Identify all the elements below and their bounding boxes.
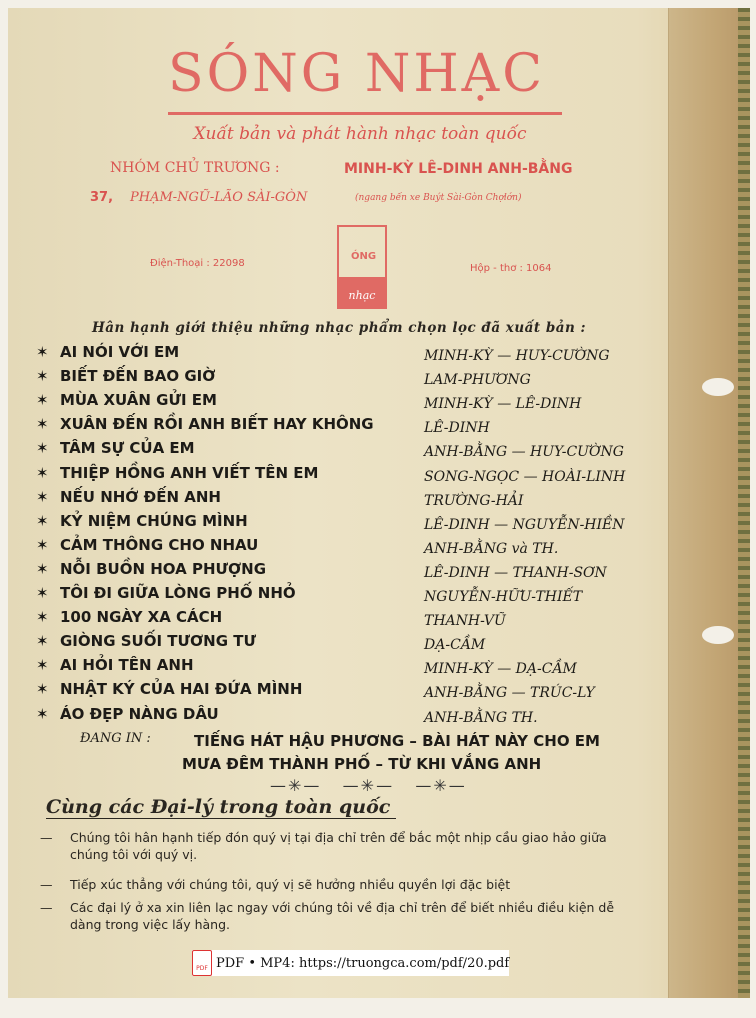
song-title: ✶ NẾU NHỚ ĐẾN ANH <box>36 487 221 506</box>
song-title: ✶ NỖI BUỒN HOA PHƯỢNG <box>36 559 267 578</box>
star-bullet-icon: ✶ <box>36 704 49 723</box>
song-composer: ANH-BẰNG — TRÚC-LY <box>424 685 595 702</box>
song-title: ✶ MÙA XUÂN GỬI EM <box>36 391 217 410</box>
source-footer[interactable] <box>192 950 509 976</box>
group-label: NHÓM CHỦ TRƯƠNG : <box>110 160 280 176</box>
pdf-file-icon: PDF <box>192 950 212 976</box>
printing-label: ĐANG IN : <box>80 731 151 746</box>
star-bullet-icon: ✶ <box>36 367 49 386</box>
song-title: ✶ XUÂN ĐẾN RỒI ANH BIẾT HAY KHÔNG <box>36 415 374 434</box>
worn-edge <box>668 8 748 998</box>
song-composer: TRƯỜNG-HẢI <box>424 492 524 509</box>
song-title: ✶ TÔI ĐI GIỮA LÒNG PHỐ NHỎ <box>36 584 296 602</box>
song-composer: SONG-NGỌC — HOÀI-LINH <box>424 468 626 485</box>
song-composer: LÊ-DINH <box>424 420 490 437</box>
agents-item: — Các đại lý ở xa xin liên lạc ngay với chúng tôi về địa chỉ trên để biết nhiều điều kiện dễ dàng trong việc lấy hàng. <box>40 900 615 932</box>
address-note: (ngang bến xe Buýt Sài-Gòn Chợlớn) <box>355 193 522 203</box>
star-bullet-icon: ✶ <box>36 415 49 434</box>
star-bullet-icon: ✶ <box>36 439 49 458</box>
song-title: ✶ KỶ NIỆM CHÚNG MÌNH <box>36 511 248 530</box>
agents-item: — Chúng tôi hân hạnh tiếp đón quý vị tại địa chỉ trên để bắc một nhịp cầu giao hảo giữa chúng tôi với quý vị. <box>40 830 607 862</box>
song-composer: ANH-BẰNG — HUY-CƯỜNG <box>424 444 624 461</box>
star-bullet-icon: ✶ <box>36 584 49 602</box>
star-bullet-icon: ✶ <box>36 680 49 699</box>
song-title: ✶ GIÒNG SUỐI TƯƠNG TƯ <box>36 632 256 651</box>
song-title: ✶ TÂM SỰ CỦA EM <box>36 439 195 458</box>
printing-line-2: MƯA ĐÊM THÀNH PHỐ – TỪ KHI VẮNG ANH <box>182 755 542 773</box>
intro-text: Hân hạnh giới thiệu những nhạc phẩm chọn lọc đã xuất bản : <box>92 320 587 336</box>
tagline: Xuất bản và phát hành nhạc toàn quốc <box>193 124 527 144</box>
song-composer: LAM-PHƯƠNG <box>424 372 531 389</box>
song-composer: ANH-BẰNG TH. <box>424 709 538 726</box>
source-link[interactable]: PDF • MP4: https://truongca.com/pdf/20.pdf <box>216 955 510 971</box>
song-composer: DẠ-CẦM <box>424 637 486 654</box>
song-composer: MINH-KỲ — DẠ-CẦM <box>424 661 577 678</box>
song-title: ✶ CẢM THÔNG CHO NHAU <box>36 535 259 554</box>
star-bullet-icon: ✶ <box>36 391 49 410</box>
po-box: Hộp - thơ : 1064 <box>470 263 552 274</box>
song-title: ✶ 100 NGÀY XA CÁCH <box>36 608 223 627</box>
star-bullet-icon: ✶ <box>36 511 49 530</box>
ornament-divider: —✳— —✳— —✳— <box>270 776 467 795</box>
star-bullet-icon: ✶ <box>36 487 49 506</box>
phone: Điện-Thoại : 22098 <box>150 258 245 269</box>
star-bullet-icon: ✶ <box>36 463 49 482</box>
agents-heading: Cùng các Đại-lý trong toàn quốc <box>46 796 396 819</box>
song-composer: MINH-KỲ — LÊ-DINH <box>424 396 582 413</box>
agents-item: — Tiếp xúc thẳng với chúng tôi, quý vị sẽ hưởng nhiều quyền lợi đặc biệt <box>40 877 511 892</box>
publisher-title: SÓNG NHẠC <box>168 44 546 104</box>
song-composer: THANH-VŨ <box>424 613 506 630</box>
song-title: ✶ THIỆP HỒNG ANH VIẾT TÊN EM <box>36 463 319 482</box>
address-number: 37, <box>90 190 114 205</box>
star-bullet-icon: ✶ <box>36 559 49 578</box>
punch-hole <box>702 626 734 644</box>
punch-hole <box>702 378 734 396</box>
title-rule <box>168 112 562 115</box>
star-bullet-icon: ✶ <box>36 608 49 627</box>
star-bullet-icon: ✶ <box>36 535 49 554</box>
address: PHẠM-NGŨ-LÃO SÀI-GÒN <box>130 190 308 205</box>
song-composer: ANH-BẰNG và TH. <box>424 540 559 557</box>
song-composer: NGUYỄN-HỮU-THIẾT <box>424 589 583 605</box>
star-bullet-icon: ✶ <box>36 656 49 675</box>
printing-line-1: TIẾNG HÁT HẬU PHƯƠNG – BÀI HÁT NÀY CHO EM <box>194 732 600 750</box>
song-composer: LÊ-DINH — NGUYỄN-HIỀN <box>424 516 625 533</box>
song-composer: MINH-KỲ — HUY-CƯỜNG <box>424 348 610 364</box>
song-composer: LÊ-DINH — THANH-SƠN <box>424 564 607 581</box>
group-names: MINH-KỲ LÊ-DINH ANH-BẰNG <box>344 161 573 177</box>
song-nhac-logo: ÓNG nhạc <box>337 225 387 309</box>
song-title: ✶ ÁO ĐẸP NÀNG DÂU <box>36 704 219 723</box>
song-title: ✶ BIẾT ĐẾN BAO GIỜ <box>36 367 216 386</box>
binding-edge <box>738 8 750 998</box>
song-title: ✶ NHẬT KÝ CỦA HAI ĐỨA MÌNH <box>36 680 303 699</box>
song-title: ✶ AI NÓI VỚI EM <box>36 343 180 361</box>
song-title: ✶ AI HỎI TÊN ANH <box>36 656 194 675</box>
star-bullet-icon: ✶ <box>36 343 49 361</box>
star-bullet-icon: ✶ <box>36 632 49 651</box>
